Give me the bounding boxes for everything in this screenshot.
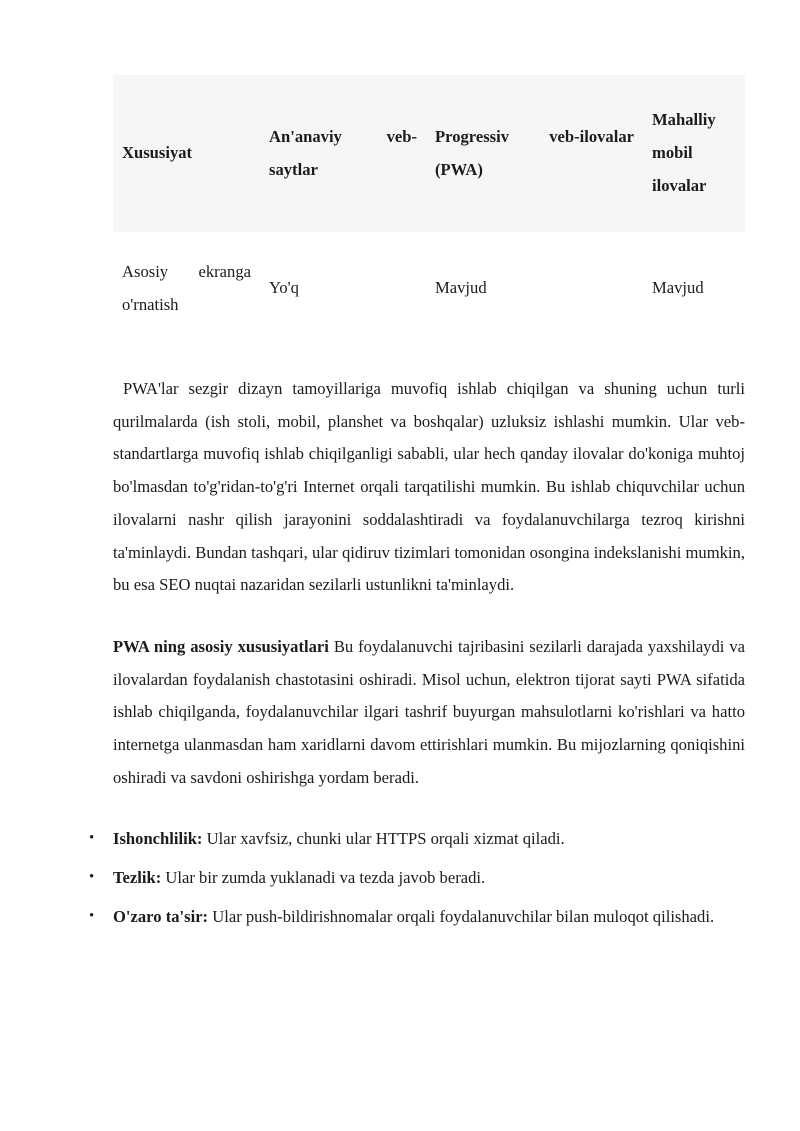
table-cell-native [643, 232, 745, 345]
table-header-cell-feature [113, 75, 260, 232]
table-cell-traditional [260, 232, 426, 345]
bullet-icon: • [89, 907, 95, 924]
paragraph-text: PWA'lar sezgir dizayn tamoyillariga muvofiq ishlab chiqilgan va shuning uchun turli qurilmalarda (ish stoli, mobil, planshet va boshqalar) uzluksiz ishlashi mumkin. Ular veb-standartlarga muvofiq ishlab chiqilganligi sababli, ular hech qanday ilovalar do'koniga muhtoj bo'lmasdan to'g'ridan-to'g'ri Internet orqali tarqatilishi mumkin. Bu ishlab chiquvchilar uchun ilovalarni nashr qilish jarayonini soddalashtiradi va foydalanuvchilarga tezroq kirishni ta'minlaydi. Bundan tashqari, ular qidiruv tizimlari tomonidan osongina indekslanishi mumkin, bu esa SEO nuqtai nazaridan sezilarli ustunlikni ta'minlaydi. [113, 379, 745, 595]
list-item-text: Ular xavfsiz, chunki ular HTTPS orqali xizmat qiladi. [206, 829, 565, 849]
list-item-label: O'zaro ta'sir: [113, 906, 209, 926]
feature-bullet-list [89, 823, 745, 933]
table-cell-pwa [426, 232, 643, 345]
table-header-cell-native [643, 75, 745, 232]
list-item-label: Ishonchlilik: [113, 829, 203, 849]
list-item-text: Ular bir zumda yuklanadi va tezda javob beradi. [165, 868, 486, 888]
table-row [113, 232, 745, 345]
table-header-row [113, 75, 745, 232]
paragraph-pwa-features [113, 631, 745, 795]
table-header-text: Xususiyat [122, 143, 193, 163]
paragraph-pwa-overview [113, 373, 745, 602]
bullet-icon: • [89, 830, 95, 847]
table-cell-feature [113, 232, 260, 345]
table-cell-text: Mavjud [652, 278, 704, 298]
paragraph-bold-lead: PWA ning asosiy xususiyatlari [113, 636, 329, 656]
table-cell-text: Yo'q [269, 278, 299, 298]
list-item-label: Tezlik: [113, 868, 162, 888]
document-content [89, 75, 745, 940]
table-header-text: Progressiv veb-ilovalar (PWA) [435, 126, 634, 179]
bullet-icon: • [89, 869, 95, 886]
table-cell-text: Asosiy ekranga o'rnatish [122, 261, 251, 314]
list-item-text: Ular push-bildirishnomalar orqali foydalanuvchilar bilan muloqot qilishadi. [212, 906, 715, 926]
table-header-text: An'anaviy veb-saytlar [269, 126, 417, 179]
list-item-reliability [89, 823, 745, 856]
list-item-interaction [89, 901, 745, 934]
table-cell-text: Mavjud [435, 278, 487, 298]
table-header-cell-traditional [260, 75, 426, 232]
list-item-speed [89, 862, 745, 895]
comparison-table [113, 75, 745, 345]
table-header-text: Mahalliy mobil ilovalar [652, 110, 716, 195]
table-header-cell-pwa [426, 75, 643, 232]
paragraph-text: Bu foydalanuvchi tajribasini sezilarli darajada yaxshilaydi va ilovalardan foydalanish chastotasini oshiradi. Misol uchun, elektron tijorat sayti PWA sifatida ishlab chiqilganda, foydalanuvchilar ilgari tashrif buyurgan mahsulotlarni ko'rishlari va hatto internetga ulanmasdan ham xaridlarni davom ettirishlari mumkin. Bu mijozlarning qoniqishini oshiradi va savdoni oshirishga yordam beradi. [113, 636, 745, 787]
